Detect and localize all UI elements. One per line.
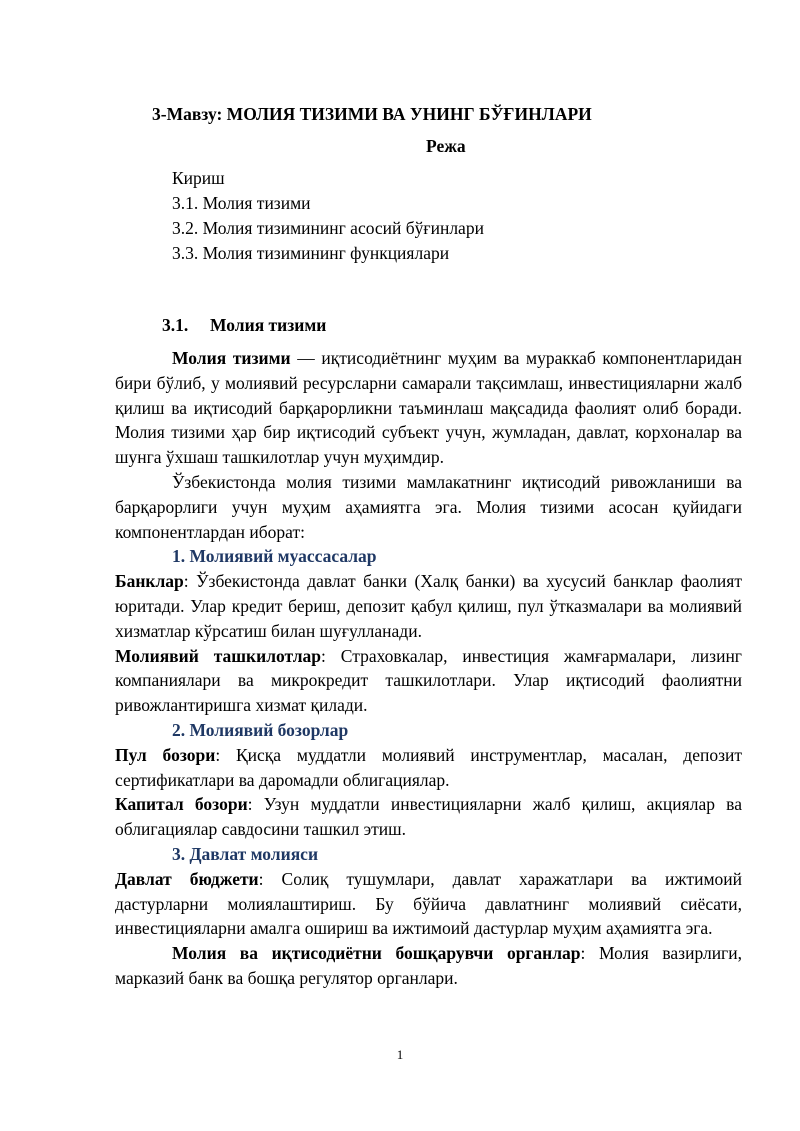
plan-list bbox=[172, 166, 484, 266]
term: Давлат бюджети bbox=[115, 868, 259, 889]
paragraph bbox=[115, 743, 742, 793]
section-number: 3.1. bbox=[162, 315, 189, 335]
document-title: 3-Мавзу: МОЛИЯ ТИЗИМИ ВА УНИНГ БЎҒИНЛАРИ bbox=[152, 104, 592, 124]
plan-item: Кириш bbox=[172, 168, 225, 188]
term: Молия тизими bbox=[172, 348, 291, 368]
page-number: 1 bbox=[396, 1047, 404, 1062]
subheading: 2. Молиявий бозорлар bbox=[172, 719, 349, 740]
plan-item: 3.3. Молия тизимининг функциялари bbox=[172, 243, 450, 263]
paragraph bbox=[115, 867, 742, 941]
subheading: 1. Молиявий муассасалар bbox=[172, 546, 377, 567]
term: Банклар bbox=[115, 571, 184, 592]
paragraph-text: : Қисқа муддатли молиявий инструментлар, масалан, депозит сертификатлари ва даромадли облигациялар. bbox=[115, 744, 743, 790]
paragraph-text: : Солиқ тушумлари, давлат харажатлари ва ижтимоий дастурларни молиялаштириш. Бу бўйича давлатнинг молиявий сиёсати, инвестицияларни амалга ошириш ва ижтимоий дастурлар муҳим аҳамиятга эга. bbox=[115, 868, 742, 939]
term: Пул бозори bbox=[115, 744, 216, 765]
paragraph bbox=[115, 470, 742, 544]
paragraph-text: : Узун муддатли инвестицияларни жалб қилиш, акциялар ва облигациялар савдосини ташкил этиш. bbox=[115, 794, 742, 840]
paragraph bbox=[115, 941, 742, 991]
section-title: Молия тизими bbox=[210, 315, 327, 335]
term: Молия ва иқтисодиётни бошқарувчи органлар bbox=[172, 943, 581, 964]
section-heading bbox=[162, 313, 326, 337]
paragraph-text: : Ўзбекистонда давлат банки (Халқ банки) ва хусусий банклар фаолият юритади. Улар кредит бериш, депозит қабул қилиш, пул ўтказмалари ва молиявий хизматлар кўрсатиш билан шуғулланади. bbox=[115, 571, 742, 641]
plan-heading: Режа bbox=[426, 136, 466, 156]
paragraph-text: : Молия вазирлиги, марказий банк ва бошқа регулятор органлари. bbox=[115, 943, 742, 988]
paragraph bbox=[115, 346, 742, 470]
paragraph-text: — иқтисодиётнинг муҳим ва мураккаб компонентларидан бири бўлиб, у молиявий ресурсларни самарали тақсимлаш, инвестицияларни жалб қилиш ва иқтисодий барқарорликни таъминлаш мақсадида фаолият олиб боради. Молия тизими ҳар бир иқтисодий субъект учун, жумладан, давлат, корхоналар ва шунга ўхшаш ташкилотлар учун муҳимдир. bbox=[115, 348, 742, 468]
paragraph bbox=[115, 569, 742, 643]
document-body bbox=[115, 346, 742, 991]
term: Молиявий ташкилотлар bbox=[115, 645, 321, 666]
paragraph bbox=[115, 644, 742, 718]
paragraph-text: : Страховкалар, инвестиция жамғармалари, лизинг компаниялари ва микрокредит ташкилотлари. Улар иқтисодий фаолиятни ривожлантиришга хизмат қилади. bbox=[115, 645, 742, 716]
plan-item: 3.2. Молия тизимининг асосий бўғинлари bbox=[172, 218, 484, 238]
subheading: 3. Давлат молияси bbox=[172, 843, 319, 864]
plan-item: 3.1. Молия тизими bbox=[172, 193, 311, 213]
paragraph-text: Ўзбекистонда молия тизими мамлакатнинг иқтисодий ривожланиши ва барқарорлиги учун муҳим аҳамиятга эга. Молия тизими асосан қуйидаги компонентлардан иборат: bbox=[115, 471, 742, 542]
paragraph bbox=[115, 792, 742, 842]
term: Капитал бозори bbox=[115, 794, 248, 815]
